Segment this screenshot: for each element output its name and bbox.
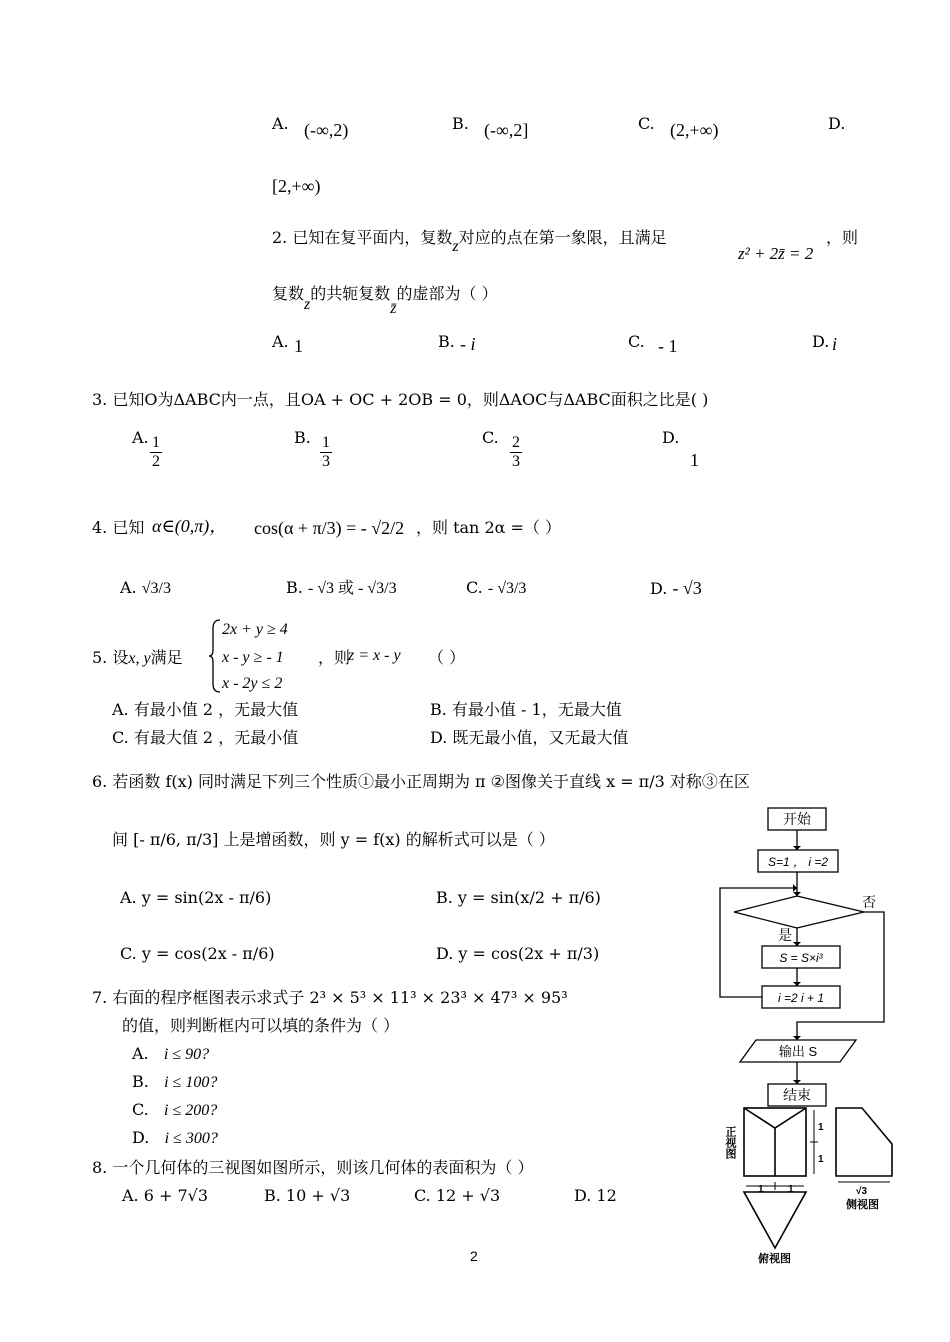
q4-stem-a: 4. 已知 [92, 518, 145, 537]
q6-stem-line1: 6. 若函数 f(x) 同时满足下列三个性质①最小正周期为 π ②图像关于直线 x = π/3 对称③在区 [92, 772, 750, 791]
flowchart-yes-label: 是 [778, 927, 792, 943]
dim-label: 1 [758, 1184, 764, 1195]
top-view [744, 1192, 806, 1248]
option-label: D. [650, 579, 668, 598]
q5-z-expression: z = x - y [348, 647, 401, 664]
q5-text-a: 5. 设 [92, 648, 129, 667]
q8-option-b: B. 10 + √3 [264, 1186, 351, 1205]
q1-option-c-label: C. [638, 114, 655, 133]
page-number: 2 [470, 1248, 478, 1264]
option-label: B. [132, 1072, 149, 1091]
q4-option-b [286, 578, 397, 599]
q2-condition: z² + 2z̄ = 2 [738, 244, 814, 263]
q1-option-c-value: (2,+∞) [670, 120, 719, 140]
q2-option-d-label: D. [812, 332, 830, 351]
option-value: i ≤ 100? [164, 1074, 218, 1091]
q2-stem-text-b: 对应的点在第一象限，且满足 [458, 228, 667, 247]
q3-option-b-label: B. [294, 428, 311, 447]
brace-icon [208, 618, 222, 694]
q7-option-b [132, 1072, 217, 1093]
q4-option-a [120, 578, 171, 599]
q5-option-b: B. 有最小值 - 1，无最大值 [430, 700, 622, 719]
q2-option-c-value: - 1 [658, 336, 678, 356]
q3-option-c-label: C. [482, 428, 499, 447]
q5-text-b: 满足 [150, 648, 183, 667]
flowchart-decision-diamond [734, 896, 864, 928]
flowchart-update-s-label: S = S×i³ [779, 951, 823, 965]
dim-label: √3 [856, 1186, 868, 1197]
dim-label: 1 [818, 1122, 824, 1133]
option-value: i ≤ 200? [164, 1102, 218, 1119]
front-view-label: 正视图 [724, 1126, 736, 1159]
q1-option-a-value: (-∞,2) [304, 120, 349, 140]
q4-alpha-in: α∈(0,π)， [152, 516, 228, 536]
option-value: i ≤ 90? [163, 1046, 210, 1063]
q2-stem-text-e: 的虚部为（ ） [396, 284, 498, 303]
denominator: 2 [152, 453, 160, 470]
denominator: 3 [322, 453, 330, 470]
three-view-diagram [722, 1102, 902, 1267]
q1-option-d-value: [2,+∞) [272, 176, 321, 196]
option-label: C. [466, 578, 483, 597]
q7-option-a [132, 1044, 209, 1065]
option-label: B. [286, 578, 303, 597]
q6-option-c: C. y = cos(2x - π/6) [120, 944, 275, 963]
flowchart-no-label: 否 [862, 894, 876, 910]
q2-option-a-label: A. [272, 332, 289, 351]
q3-stem: 3. 已知O为ΔABC内一点，且OA + OC + 2OB = 0，则ΔAOC与ΔABC面积之比是( ) [92, 390, 709, 409]
q5-option-c: C. 有最大值 2 ，无最小值 [112, 728, 299, 747]
q2-stem-text-c: 复数 [272, 284, 305, 303]
q5-stem-a [92, 648, 183, 669]
q8-option-d: D. 12 [574, 1186, 617, 1205]
q2-stem-text-d: 的共轭复数 [310, 284, 391, 303]
q6-option-b: B. y = sin(x/2 + π/6) [436, 888, 601, 907]
top-view-label: 俯视图 [758, 1253, 791, 1265]
q3-option-d-label: D. [662, 428, 680, 447]
q7-option-d [132, 1128, 218, 1149]
q2-option-b-label: B. [438, 332, 455, 351]
q2-stem-then: ，则 [826, 228, 859, 247]
q1-option-d-label: D. [828, 114, 846, 133]
flowchart [712, 800, 892, 1115]
numerator: 1 [152, 434, 160, 451]
option-value: √3/3 [141, 580, 171, 597]
q2-stem-line2 [272, 284, 498, 317]
option-value: - √3 [672, 578, 702, 598]
q4-option-c [466, 578, 526, 599]
q3-option-a-value [150, 434, 162, 471]
q2-option-d-value: i [832, 334, 838, 354]
q2-z: z [452, 238, 459, 255]
q2-stem-line1 [272, 228, 667, 255]
q8-option-c: C. 12 + √3 [414, 1186, 501, 1205]
flowchart-init-label: S=1 ， i =2 [767, 855, 829, 869]
side-view [836, 1108, 892, 1176]
q5-stem-d: （ ） [428, 648, 466, 667]
q6-stem-line2: 间 [- π/6, π/3] 上是增函数，则 y = f(x) 的解析式可以是（ ） [112, 830, 555, 849]
option-label: D. [132, 1128, 150, 1147]
q4-option-d [650, 578, 702, 599]
q2-option-c-label: C. [628, 332, 645, 351]
q1-option-b-value: (-∞,2] [484, 120, 529, 140]
q3-option-d-value: 1 [690, 450, 699, 470]
q5-option-d: D. 既无最小值，又无最大值 [430, 728, 629, 747]
option-label: A. [272, 114, 289, 133]
q4-cos-expression: cos(α + π/3) = - √2/2 [254, 518, 405, 538]
side-view-label: 侧视图 [846, 1199, 879, 1211]
q8-stem: 8. 一个几何体的三视图如图所示，则该几何体的表面积为（ ） [92, 1158, 534, 1177]
q5-stem-c: ，则 [318, 648, 351, 667]
option-value: i ≤ 300? [164, 1130, 218, 1147]
numerator: 2 [512, 434, 520, 451]
q3-option-b-value [320, 434, 332, 471]
flowchart-start-label: 开始 [783, 811, 811, 827]
q5-constraint-1: 2x + y ≥ 4 [222, 621, 288, 638]
q5-constraint-2: x - y ≥ - 1 [222, 649, 284, 666]
q6-option-d: D. y = cos(2x + π/3) [436, 944, 600, 963]
q3-option-c-value [510, 434, 522, 471]
option-label: A. [120, 578, 137, 597]
q3-option-a-label: A. [132, 428, 149, 447]
q2-option-a-value: 1 [294, 336, 303, 356]
numerator: 1 [322, 434, 330, 451]
q2-stem-text: 2. 已知在复平面内，复数 [272, 228, 453, 247]
flowchart-end-label: 结束 [783, 1087, 811, 1103]
option-value: - √3/3 [487, 580, 527, 597]
option-label: C. [132, 1100, 149, 1119]
denominator: 3 [512, 453, 520, 470]
q1-option-b-label: B. [452, 114, 469, 133]
flowchart-output-label: 输出 S [778, 1044, 818, 1059]
q5-option-a: A. 有最小值 2 ，无最大值 [112, 700, 299, 719]
q7-stem-line2: 的值，则判断框内可以填的条件为（ ） [122, 1016, 400, 1035]
dim-label: 1 [788, 1184, 794, 1195]
q2-zbar: z̄ [390, 300, 397, 317]
q5-constraint-3: x - 2y ≤ 2 [222, 675, 283, 692]
q7-stem-line1: 7. 右面的程序框图表示求式子 2³ × 5³ × 11³ × 23³ × 47³ × 95³ [92, 988, 568, 1007]
option-label: A. [132, 1044, 149, 1063]
q2-option-b-value: - i [460, 334, 476, 354]
q1-option-a [272, 114, 289, 134]
q2-z-2: z [304, 296, 311, 313]
q4-stem-b: ，则 tan 2α =（ ） [416, 518, 562, 537]
q7-option-c [132, 1100, 217, 1121]
option-value: - √3 或 - √3/3 [307, 580, 397, 597]
q8-option-a: A. 6 + 7√3 [122, 1186, 209, 1205]
flowchart-update-i-label: i =2 i + 1 [777, 991, 825, 1005]
q5-vars: x, y [128, 650, 151, 667]
dim-label: 1 [818, 1154, 824, 1165]
q6-option-a: A. y = sin(2x - π/6) [120, 888, 272, 907]
